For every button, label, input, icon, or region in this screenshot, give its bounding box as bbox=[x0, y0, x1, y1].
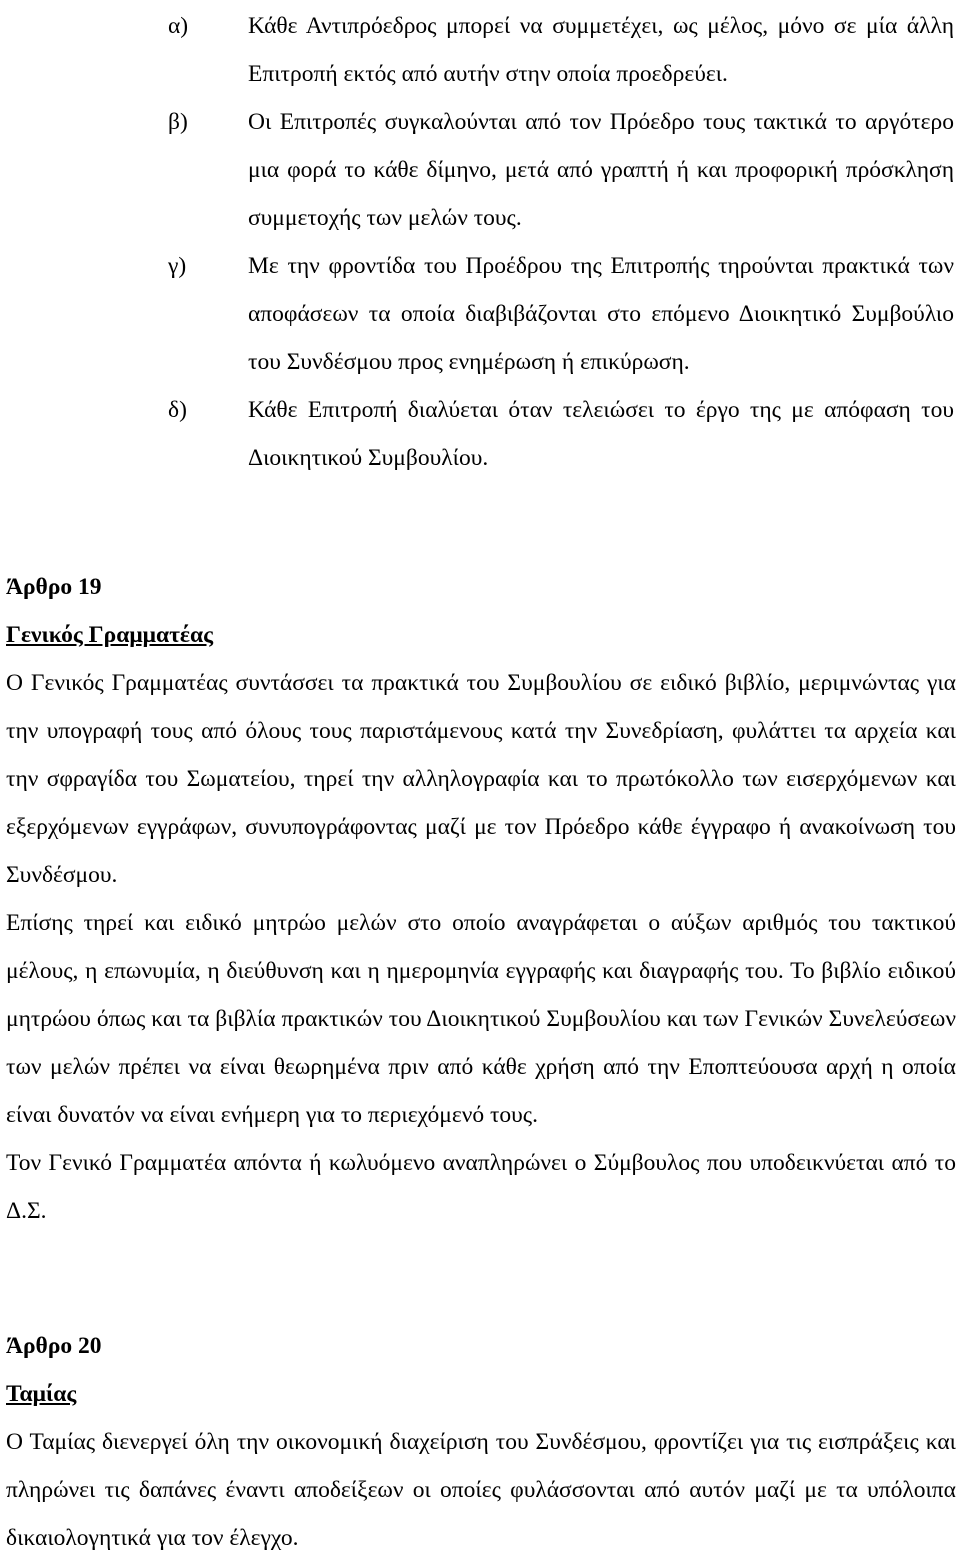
list-marker: β) bbox=[168, 109, 188, 135]
article-20 bbox=[6, 1322, 956, 1562]
list-item-text: Κάθε Αντιπρόεδρος μπορεί να συμμετέχει, ως μέλος, μόνο σε μία άλλη Επιτροπή εκτός από αυτήν στην οποία προεδρεύει. bbox=[248, 13, 954, 87]
article-paragraph: Ο Γενικός Γραμματέας συντάσσει τα πρακτικά του Συμβουλίου σε ειδικό βιβλίο, μεριμνώντας για την υπογραφή τους από όλους τους παριστάμενους κατά την Συνεδρίαση, φυλάττει τα αρχεία και την σφραγίδα του Σωματείου, τηρεί την αλληλογραφία και το πρωτόκολλο των εισερχόμενων και εξερχόμενων εγγράφων, συνυπογράφοντας μαζί με τον Πρόεδρο κάθε έγγραφο ή ανακοίνωση του Συνδέσμου. bbox=[6, 670, 956, 888]
list-item-alpha bbox=[0, 2, 960, 98]
article-19 bbox=[6, 563, 956, 1235]
article-heading: Άρθρο 20 bbox=[6, 1333, 102, 1359]
list-item-beta bbox=[0, 98, 960, 242]
list-item-gamma bbox=[0, 242, 960, 386]
article-heading: Άρθρο 19 bbox=[6, 574, 102, 600]
article-paragraph: Ο Ταμίας διενεργεί όλη την οικονομική διαχείριση του Συνδέσμου, φροντίζει για τις εισπράξεις και πληρώνει τις δαπάνες έναντι αποδείξεων οι οποίες φυλάσσονται από αυτόν μαζί με τα υπόλοιπα δικαιολογητικά για τον έλεγχο. bbox=[6, 1429, 956, 1551]
list-item-delta bbox=[0, 386, 960, 482]
article-paragraph: Τον Γενικό Γραμματέα απόντα ή κωλυόμενο αναπληρώνει ο Σύμβουλος που υποδεικνύεται από το Δ.Σ. bbox=[6, 1150, 956, 1224]
list-marker: δ) bbox=[168, 397, 187, 423]
list-marker: α) bbox=[168, 13, 189, 39]
list-item-text: Οι Επιτροπές συγκαλούνται από τον Πρόεδρο τους τακτικά το αργότερο μια φορά το κάθε δίμηνο, μετά από γραπτή ή και προφορική πρόσκληση συμμετοχής των μελών τους. bbox=[248, 109, 954, 231]
article-paragraph: Επίσης τηρεί και ειδικό μητρώο μελών στο οποίο αναγράφεται ο αύξων αριθμός του τακτικού μέλους, η επωνυμία, η διεύθυνση και η ημερομηνία εγγραφής και διαγραφής του. Το βιβλίο ειδικού μητρώου όπως και τα βιβλία πρακτικών του Διοικητικού Συμβουλίου και των Γενικών Συνελεύσεων των μελών πρέπει να είναι θεωρημένα πριν από κάθε χρήση από την Εποπτεύουσα αρχή η οποία είναι δυνατόν να είναι ενήμερη για το περιεχόμενό τους. bbox=[6, 910, 956, 1128]
article-subtitle: Ταμίας bbox=[6, 1381, 77, 1407]
lettered-list bbox=[0, 2, 960, 482]
list-item-text: Κάθε Επιτροπή διαλύεται όταν τελειώσει το έργο της με απόφαση του Διοικητικού Συμβουλίου. bbox=[248, 397, 954, 471]
article-subtitle: Γενικός Γραμματέας bbox=[6, 622, 213, 648]
list-marker: γ) bbox=[168, 253, 187, 279]
list-item-text: Με την φροντίδα του Προέδρου της Επιτροπής τηρούνται πρακτικά των αποφάσεων τα οποία διαβιβάζονται στο επόμενο Διοικητικό Συμβούλιο του Συνδέσμου προς ενημέρωση ή επικύρωση. bbox=[248, 253, 954, 375]
